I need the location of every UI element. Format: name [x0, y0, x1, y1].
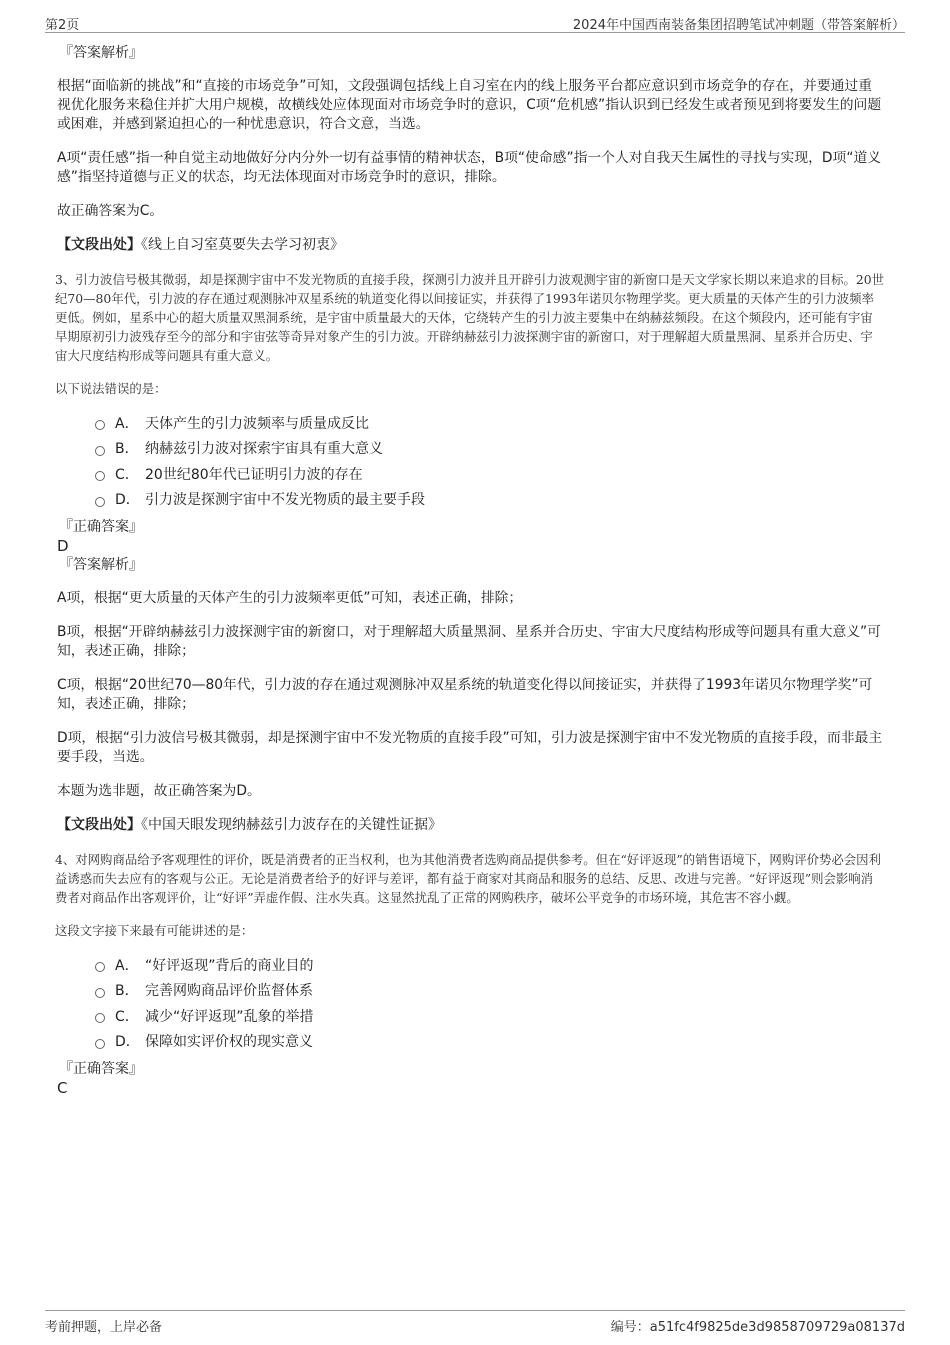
code-label: 编号：: [610, 1320, 650, 1335]
radio-icon[interactable]: [95, 471, 105, 481]
q4-option-d[interactable]: [95, 1029, 885, 1055]
q3-analysis-b: B项，根据“开辟纳赫兹引力波探测宇宙的新窗口，对于理解超大质量黑洞、星系并合历史、宇宙大尺度结构形成等问题具有重大意义”可知，表述正确，排除；: [57, 624, 881, 659]
option-text: 20世纪80年代已证明引力波的存在: [145, 466, 363, 483]
q3-source: [57, 816, 885, 835]
option-letter: D．: [115, 1034, 140, 1051]
q4-stem: 4、对网购商品给予客观理性的评价，既是消费者的正当权利，也为其他消费者选购商品提供参考。但在“好评返现”的销售语境下，网购评价势必会因利益诱惑而失去应有的客观与公正。无论是消费者给予的好评与差评，都有益于商家对其商品和服务的总结、反思、改进与完善。“好评返现”则会影响消费者对商品作出客观评价，让“好评”弄虚作假、注水失真。这显然扰乱了正常的网购秩序，破坏公平竞争的市场环境，其危害不容小觑。: [55, 852, 881, 905]
option-letter: B．: [115, 983, 139, 1000]
document-code: [611, 1316, 905, 1335]
option-text: 完善网购商品评价监督体系: [145, 983, 313, 1000]
q3-option-a[interactable]: [95, 410, 885, 436]
source-prefix: 【文段出处】: [57, 237, 141, 253]
analysis-label: 『答案解析』: [59, 557, 143, 573]
q2-conclusion: 故正确答案为C。: [57, 203, 164, 219]
option-letter: A．: [115, 415, 139, 432]
q3-options: [95, 410, 885, 512]
option-letter: A．: [115, 957, 139, 974]
page-header: [45, 12, 905, 33]
q4-option-c[interactable]: [95, 1003, 885, 1029]
q4-answer: C: [57, 1079, 68, 1097]
q4-prompt: 这段文字接下来最有可能讲述的是：: [55, 923, 254, 938]
source-prefix: 【文段出处】: [57, 817, 141, 833]
option-letter: C．: [115, 1008, 139, 1025]
q3-option-c[interactable]: [95, 461, 885, 487]
correct-answer-label: 『正确答案』: [59, 519, 143, 535]
page-number: 第2页: [45, 18, 80, 33]
q2-analysis-para-1: 根据“面临新的挑战”和“直接的市场竞争”可知，文段强调包括线上自习室在内的线上服务平台都应意识到市场竞争的存在，并要通过重视优化服务来稳住并扩大用户规模，故横线处应体现面对市场竞争时的意识，C项“危机感”指认识到已经发生或者预见到将要发生的问题或困难，并感到紧迫担心的一种忧患意识，符合文意，当选。: [57, 78, 882, 132]
option-text: 保障如实评价权的现实意义: [145, 1034, 313, 1051]
q2-analysis-para-2: A项“责任感”指一种自觉主动地做好分内分外一切有益事情的精神状态，B项“使命感”指一个人对自我天生属性的寻找与实现，D项“道义感”指坚持道德与正义的状态，均无法体现面对市场竞争时的意识，排除。: [57, 150, 882, 185]
radio-icon[interactable]: [95, 446, 105, 456]
footer-slogan: 考前押题，上岸必备: [45, 1320, 163, 1335]
option-letter: B．: [115, 441, 139, 458]
q4-options: [95, 952, 885, 1054]
q3-option-d[interactable]: [95, 487, 885, 513]
analysis-label: 『答案解析』: [59, 45, 143, 61]
q3-conclusion: 本题为选非题，故正确答案为D。: [57, 783, 261, 799]
q3-analysis-a: A项，根据“更大质量的天体产生的引力波频率更低”可知，表述正确，排除；: [57, 590, 523, 606]
q4-option-a[interactable]: [95, 952, 885, 978]
q3-analysis-c: C项，根据“20世纪70—80年代，引力波的存在通过观测脉冲双星系统的轨道变化得以间接证实，并获得了1993年诺贝尔物理学奖”可知，表述正确，排除；: [57, 677, 873, 712]
radio-icon[interactable]: [95, 1039, 105, 1049]
q3-source-title: 《中国天眼发现纳赫兹引力波存在的关键性证据》: [141, 817, 442, 833]
q2-source: [57, 236, 885, 255]
radio-icon[interactable]: [95, 497, 105, 507]
q3-stem: 3、引力波信号极其微弱，却是探测宇宙中不发光物质的直接手段，探测引力波并且开辟引力波观测宇宙的新窗口是天文学家长期以来追求的目标。20世纪70—80年代，引力波的存在通过观测脉冲双星系统的轨道变化得以间接证实，并获得了1993年诺贝尔物理学奖。更大质量的天体产生的引力波频率更低。例如，星系中心的超大质量双黑洞系统，是宇宙中质量最大的天体，它绕转产生的引力波主要集中在纳赫兹频段。在这个频段内，还可能有宇宙早期原初引力波残存至今的部分和宇宙弦等奇异对象产生的引力波。开辟纳赫兹引力波探测宇宙的新窗口，对于理解超大质量黑洞、星系并合历史、宇宙大尺度结构形成等问题具有重大意义。: [55, 272, 885, 363]
page-content: [55, 44, 885, 1098]
document-title: 2024年中国西南装备集团招聘笔试冲刺题（带答案解析）: [572, 18, 905, 33]
radio-icon[interactable]: [95, 988, 105, 998]
option-text: 引力波是探测宇宙中不发光物质的最主要手段: [145, 492, 425, 509]
option-text: 天体产生的引力波频率与质量成反比: [145, 415, 369, 432]
option-letter: C．: [115, 466, 139, 483]
q3-prompt: 以下说法错误的是：: [55, 381, 167, 396]
radio-icon[interactable]: [95, 962, 105, 972]
option-text: “好评返现”背后的商业目的: [145, 957, 314, 974]
correct-answer-label: 『正确答案』: [59, 1061, 143, 1077]
page-footer: [45, 1310, 905, 1333]
code-value: a51fc4f9825de3d9858709729a08137d: [649, 1320, 905, 1335]
q4-option-b[interactable]: [95, 978, 885, 1004]
option-text: 纳赫兹引力波对探索宇宙具有重大意义: [145, 441, 383, 458]
option-text: 减少“好评返现”乱象的举措: [145, 1008, 314, 1025]
q3-analysis-d: D项，根据“引力波信号极其微弱，却是探测宇宙中不发光物质的直接手段”可知，引力波是探测宇宙中不发光物质的直接手段，而非最主要手段，当选。: [57, 730, 883, 765]
q3-answer: D: [57, 537, 69, 555]
option-letter: D．: [115, 492, 140, 509]
radio-icon[interactable]: [95, 420, 105, 430]
q3-option-b[interactable]: [95, 436, 885, 462]
radio-icon[interactable]: [95, 1013, 105, 1023]
q2-source-title: 《线上自习室莫要失去学习初衷》: [141, 237, 344, 253]
